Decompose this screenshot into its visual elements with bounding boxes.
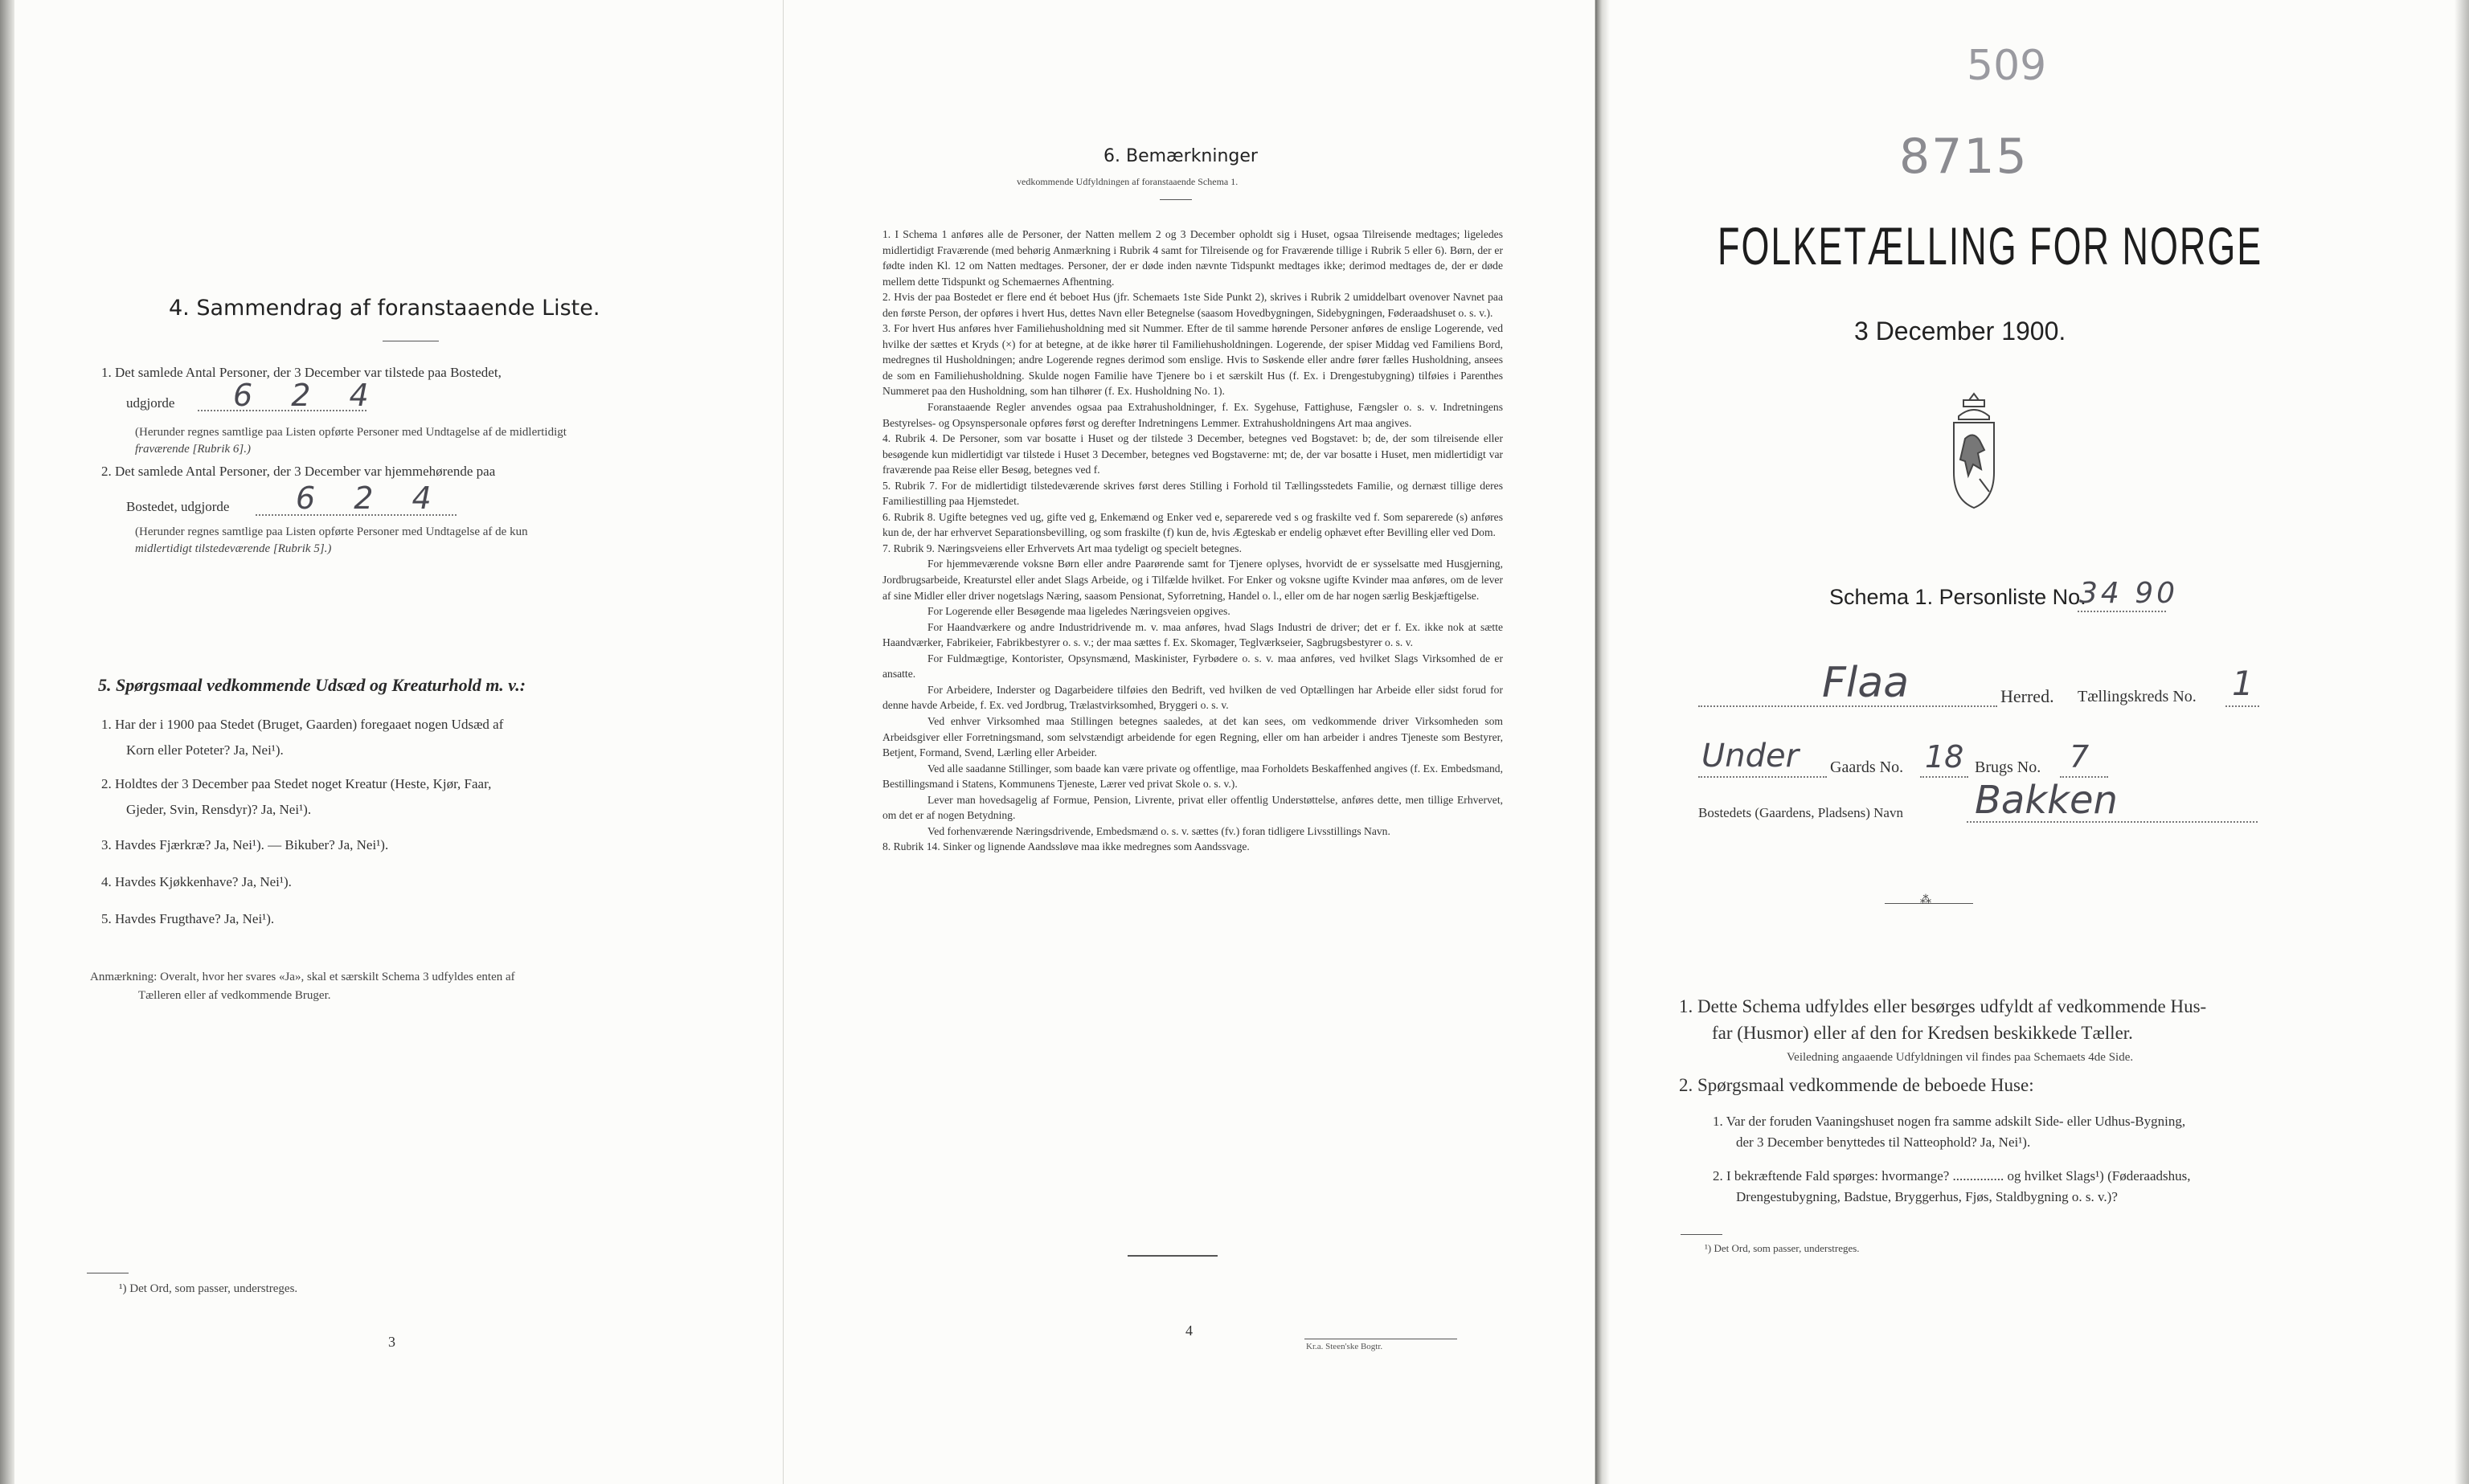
divider: [1160, 199, 1192, 200]
left-binding-edge: [0, 0, 14, 1484]
instruction-1-cont: far (Husmor) eller af den for Kredsen beskikkede Tæller.: [1712, 1023, 2133, 1043]
fill-line: [2225, 705, 2259, 707]
divider: [1128, 1255, 1218, 1257]
item-2-text: 2. Det samlede Antal Personer, der 3 December var hjemmehørende paa: [101, 464, 496, 479]
bosted-handwritten: Bakken: [1975, 778, 2118, 823]
herred-label: Herred.: [2000, 686, 2054, 706]
fill-line: [1698, 776, 1827, 778]
archive-number-pencil: 509: [1967, 42, 2047, 90]
remarks-heading: 6. Bemærkninger: [1103, 146, 1258, 166]
question-2-cont: Gjeder, Svin, Rensdyr)? Ja, Nei¹).: [126, 802, 312, 817]
item-1-prefix: udgjorde: [126, 395, 175, 411]
page-1-cover: [1595, 0, 2469, 1484]
question-2: 2. Holdtes der 3 December paa Stedet noget Kreatur (Heste, Kjør, Faar,: [101, 776, 492, 791]
remark-cont: Tælleren eller af vedkommende Bruger.: [138, 989, 331, 1002]
under-handwritten: Under: [1701, 738, 1800, 775]
note-item: Lever man hovedsagelig af Formue, Pension, Livrente, privat eller offentlig Understøttelse, anføres dette, men tillige Erhvervet, om det er af nogen Betydning.: [882, 793, 1503, 822]
bosted-label: Bostedets (Gaardens, Pladsens) Navn: [1698, 805, 1903, 820]
census-date: 3 December 1900.: [1854, 317, 2066, 345]
footnote-divider: [1681, 1234, 1722, 1235]
center-binding-edge: [1595, 0, 1610, 1484]
ornament-icon: ⁂: [1920, 893, 1931, 906]
note-item: 5. Rubrik 7. For de midlertidigt tilstedeværende skrives først deres Stilling i Forhold til Tællingsstedets Familie, og dernæst tillige deres Familiestilling paa Hjemstedet.: [882, 479, 1503, 508]
note-item: For hjemmeværende voksne Børn eller andre Paarørende samt for Tjenere oplyses, hvorvidt de er sysselsatte med Husgjerning, Jordbrugsarbeide, Kreaturstel eller andet Slags Arbeide, og i Tilfælde hvilket. For Enker og voksne ugifte Kvinder maa anføres, om de lever af sine Midler eller driver nogetslags Næring, saasom Pensionat, Syforretning, Handel o. l., eller om de har nogen særlig Beskjæftigelse.: [882, 558, 1503, 602]
instruction-2-q1-cont: der 3 December benyttedes til Natteophold? Ja, Nei¹).: [1736, 1134, 2031, 1150]
note-item: 3. For hvert Hus anføres hver Familiehusholdning med sit Nummer. Efter de til samme hørende Personer anføres de enslige Logerende, ved hvilke der sættes et Kryds (×) for at betegne, at de ikke hører til Familiehusholdningen. Logerende, der spiser Middag ved Familiens Bord, medregnes til Husholdningen; andre Logerende regnes derimod som enslige. Hvis to Søskende eller andre fører fælles Husholdning, ansees de som en Familiehusholdning. Skulde nogen Familie have Tjenere bo i et særskilt Hus (f. Ex. i Drengestubygning) tilføies i Parenthes Nummeret paa den Husholdning, som han tilhører (f. Ex. Husholdning No. 1).: [882, 322, 1503, 398]
instruction-2-q2: 2. I bekræftende Fald spørges: hvormange? ............... og hvilket Slags¹) (Føderaadshus,: [1713, 1168, 2191, 1184]
item-1-note: (Herunder regnes samtlige paa Listen opførte Personer med Undtagelse af de midlertidigt: [135, 426, 567, 439]
note-item: For Logerende eller Besøgende maa ligeledes Næringsveien opgives.: [927, 605, 1230, 618]
note-item: 4. Rubrik 4. De Personer, som var bosatte i Huset og der tilstede 3 December, betegnes ved Bogstavet: b; de, der som tilreisende eller besøgende kun midlertidigt var tilstede i Huset 3 December, betegnes ved Bogstaverne: mt; de, der var bosatte i Huset, men midlertidigt var fraværende paa Reise eller Besøg, betegnes ved f.: [882, 432, 1503, 476]
fill-line: [2078, 611, 2166, 612]
section-4-heading: 4. Sammendrag af foranstaaende Liste.: [169, 296, 600, 321]
note-item: Ved alle saadanne Stillinger, som baade kan være private og offentlige, maa Forholdets Beskaffenhed angives (f. Ex. Embedsmand, Bestillingsmand i Statens, Kommunens Tjeneste, Lærer ved privat Skole o. s. v.).: [882, 762, 1503, 791]
instruction-1: 1. Dette Schema udfyldes eller besørges udfyldt af vedkommende Hus-: [1679, 996, 2207, 1016]
question-1-cont: Korn eller Poteter? Ja, Nei¹).: [126, 742, 284, 758]
note-item: Ved enhver Virksomhed maa Stillingen betegnes saaledes, at det kan sees, om vedkommende driver Virksomheden som Arbeidsgiver eller Forretningsmand, som selvstændigt arbeidende for egen Regning, eller om han arbeider i andres Tjeneste som Bestyrer, Betjent, Formand, Svend, Lærling eller Arbeider.: [882, 714, 1503, 759]
item-1-text: 1. Det samlede Antal Personer, der 3 December var tilstede paa Bostedet,: [101, 365, 502, 380]
page-number: 3: [388, 1334, 395, 1350]
instruction-2-q1: 1. Var der foruden Vaaningshuset nogen fra samme adskilt Side- eller Udhus-Bygning,: [1713, 1114, 2186, 1129]
item-1-handwritten-value: 6 2 4: [233, 378, 383, 413]
note-item: 8. Rubrik 14. Sinker og lignende Aandssløve maa ikke medregnes som Aandssvage.: [882, 840, 1250, 853]
question-5: 5. Havdes Frugthave? Ja, Nei¹).: [101, 911, 275, 926]
gaards-label: Gaards No.: [1830, 758, 1904, 776]
note-item: 7. Rubrik 9. Næringsveiens eller Erhvervets Art maa tydeligt og specielt betegnes.: [882, 542, 1242, 554]
norwegian-coat-of-arms-icon: [1944, 390, 2004, 538]
instruction-2: 2. Spørgsmaal vedkommende de beboede Huse:: [1679, 1075, 2034, 1095]
note-item: 6. Rubrik 8. Ugifte betegnes ved ug, gifte ved g, Enkemænd og Enker ved e, separerede ved s og fraskilte ved f. Som separerede (s) anføres kun de, der har erhvervet Separationsbevilling, og som fraskilte (f) kun de, hvis Ægteskab er endelig ophævet efter Bevilling eller ved Dom.: [882, 510, 1503, 539]
note-item: 1. I Schema 1 anføres alle de Personer, der Natten mellem 2 og 3 December opholdt sig i Huset, ogsaa Tilreisende medtages; ligeledes midlertidigt Fraværende (med behørig Anmærkning i Rubrik 4 samt for Tilreisende og for Fraværende tillige i Rubrik 5 eller 6). Børn, der er fødte inden Kl. 12 om Natten medtages. Personer, der er døde inden nævnte Tidspunkt medtages ikke; derimod medtages de, der er døde mellem dette Tidspunkt og Schemaernes Afhentning.: [882, 228, 1503, 288]
question-4: 4. Havdes Kjøkkenhave? Ja, Nei¹).: [101, 874, 292, 889]
gaards-handwritten: 18: [1925, 739, 1964, 775]
footnote: ¹) Det Ord, som passer, understreges.: [119, 1282, 298, 1295]
herred-handwritten: Flaa: [1822, 659, 1910, 707]
item-2-prefix: Bostedet, udgjorde: [126, 499, 230, 514]
form-title: FOLKETÆLLING FOR NORGE: [1718, 216, 2263, 276]
instruction-2-q2-cont: Drengestubygning, Badstue, Bryggerhus, Fjøs, Staldbygning o. s. v.)?: [1736, 1189, 2118, 1204]
footnote: ¹) Det Ord, som passer, understreges.: [1705, 1242, 1860, 1254]
note-item: Foranstaaende Regler anvendes ogsaa paa Extrahusholdninger, f. Ex. Sygehuse, Fattighuse, Fængsler o. s. v. Indretningens Bestyrelses- og Opsynspersonale opføres først og derefter Indretningens Lemmer. Extrahusholdningens Art maa angives.: [882, 401, 1503, 429]
question-3: 3. Havdes Fjærkræ? Ja, Nei¹). — Bikuber? Ja, Nei¹).: [101, 837, 389, 852]
item-2-handwritten-value: 6 2 4: [296, 480, 446, 516]
item-1-note-2: fraværende [Rubrik 6].): [135, 443, 252, 456]
brugs-handwritten: 7: [2070, 739, 2090, 775]
note-item: For Haandværkere og andre Industridrivende m. v. maa anføres, hvad Slags Industri de driver; det er f. Ex. ikke nok at sætte Haandværker, Fabrikeier, Fabrikbestyrer o. s. v.; der maa sættes f. Ex. Skomager, Teglværkseier, Sagbrugsbestyrer o. s. v.: [882, 620, 1503, 649]
fill-line: [1920, 776, 1968, 778]
page-3: [0, 0, 784, 1484]
archive-number-pencil-2: 8715: [1899, 129, 2029, 185]
item-2-note: (Herunder regnes samtlige paa Listen opførte Personer med Undtagelse af de kun: [135, 525, 528, 538]
kreds-label: Tællingskreds No.: [2078, 688, 2197, 705]
instruction-1-note: Veiledning angaaende Udfyldningen vil findes paa Schemaets 4de Side.: [1787, 1051, 2134, 1064]
note-item: Ved forhenværende Næringsdrivende, Embedsmænd o. s. v. sættes (fv.) foran tidligere Livsstillings Navn.: [927, 824, 1390, 837]
note-item: For Arbeidere, Inderster og Dagarbeidere tilføies den Bedrift, ved hvilken de ved Optællingen har Arbeide eller sidst forud for denne havde Arbeide, f. Ex. ved Jordbrug, Trælastvirksomhed, Bryggeri o. s. v.: [882, 683, 1503, 712]
item-2-note-2: midlertidigt tilstedeværende [Rubrik 5].): [135, 542, 332, 555]
printer-credit: Kr.a. Steen'ske Bogtr.: [1306, 1342, 1383, 1351]
remark: Anmærkning: Overalt, hvor her svares «Ja», skal et særskilt Schema 3 udfyldes enten af: [90, 971, 515, 983]
kreds-handwritten: 1: [2232, 664, 2254, 703]
note-item: 2. Hvis der paa Bostedet er flere end ét beboet Hus (jfr. Schemaets 1ste Side Punkt 2), skrives i Rubrik 2 umiddelbart ovenover Navnet paa den første Person, der opføres i hvert Hus, dettes Navn eller Betegnelse (saasom Hovedbygningen, Sidebygningen, Føderaadshuset o. s. v.).: [882, 291, 1503, 319]
brugs-label: Brugs No.: [1975, 758, 2041, 776]
remarks-list: [882, 227, 1503, 855]
schema-label: Schema 1. Personliste No.: [1829, 585, 2086, 609]
note-item: For Fuldmægtige, Kontorister, Opsynsmænd, Maskinister, Fyrbødere o. s. v. maa anføres, ved hvilket Slags Virksomhed de er ansatte.: [882, 652, 1503, 681]
section-5-heading: 5. Spørgsmaal vedkommende Udsæd og Kreaturhold m. v.:: [98, 675, 526, 695]
remarks-subheading: vedkommende Udfyldningen af foranstaaende Schema 1.: [1017, 176, 1239, 187]
question-1: 1. Har der i 1900 paa Stedet (Bruget, Gaarden) foregaaet nogen Udsæd af: [101, 717, 504, 732]
schema-number-handwritten: 34 90: [2079, 577, 2179, 610]
page-number: 4: [1185, 1323, 1193, 1339]
right-page-edge: [2455, 0, 2469, 1484]
